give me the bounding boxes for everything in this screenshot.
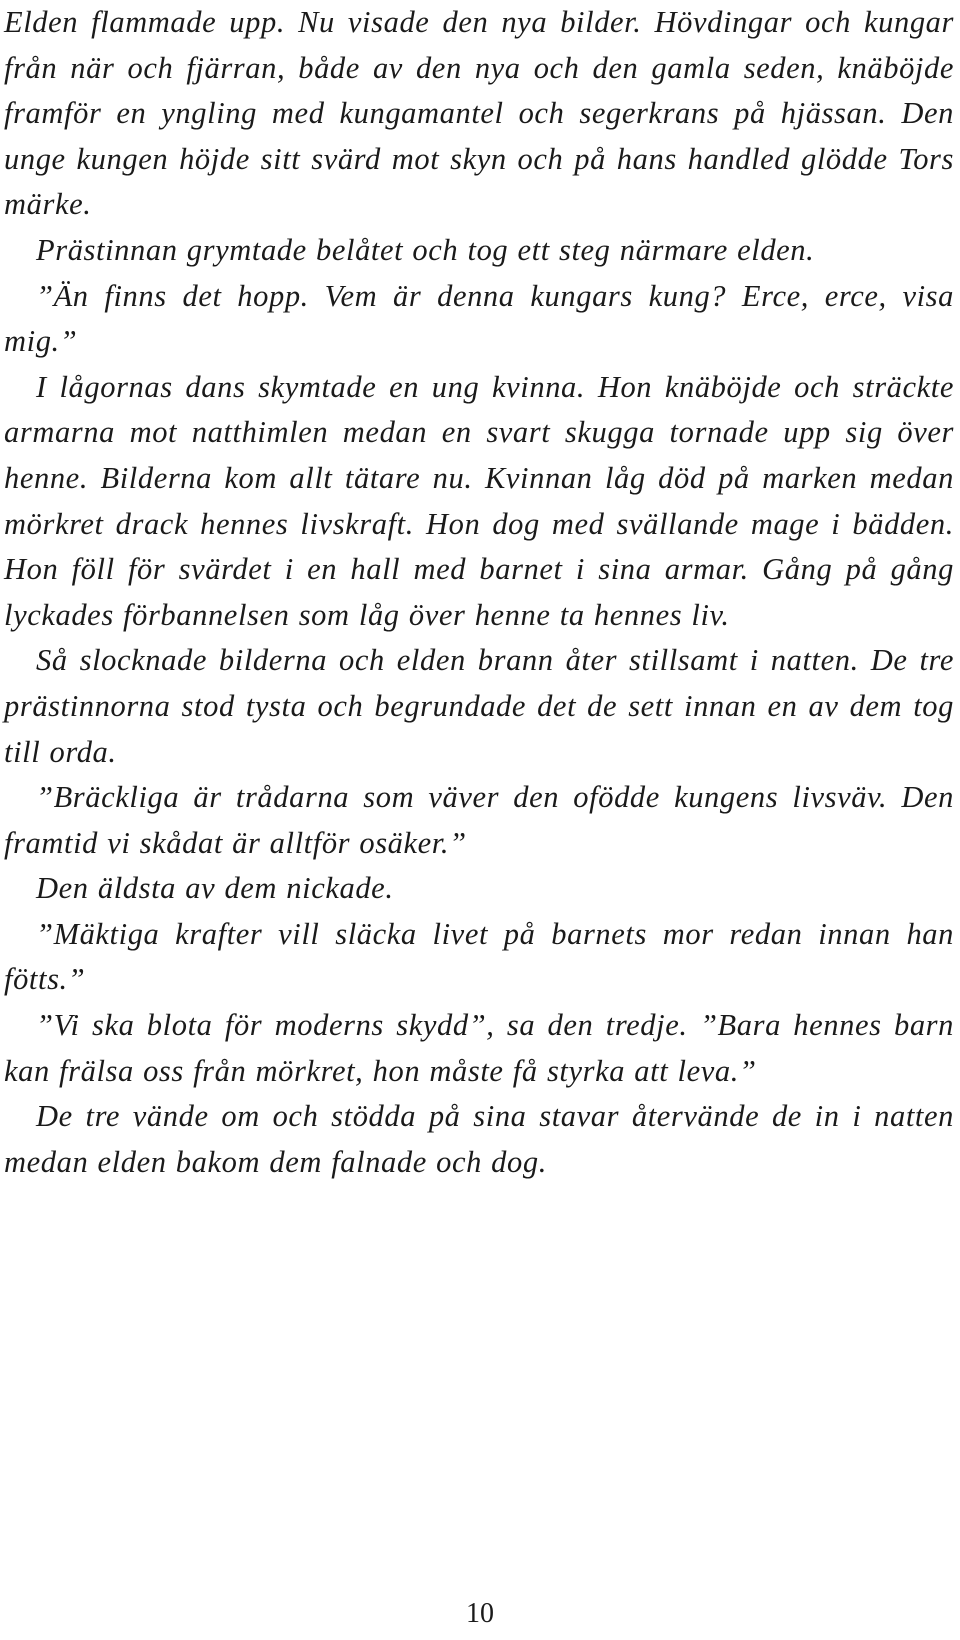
paragraph: De tre vände om och stödda på sina stavar återvände de in i natten medan elden bakom dem falnade och dog.: [4, 1099, 954, 1179]
paragraph: ”Än finns det hopp. Vem är denna kungars kung? Erce, erce, visa mig.”: [4, 278, 954, 359]
paragraph: ”Vi ska blota för moderns skydd”, sa den tredje. ”Bara hennes barn kan frälsa oss från mörkret, hon måste få styrka att leva.”: [4, 1008, 954, 1088]
paragraph: ”Bräckliga är trådarna som väver den ofödde kungens livsväv. Den framtid vi skådat är alltför osäker.”: [4, 780, 954, 860]
body-text: [4, 0, 954, 1185]
paragraph: Så slocknade bilderna och elden brann åter stillsamt i natten. De tre prästinnorna stod tysta och begrundade det de sett innan en av dem tog till orda.: [4, 643, 954, 769]
paragraph: Elden flammade upp. Nu visade den nya bilder. Hövdingar och kungar från när och fjärran, både av den nya och den gamla seden, knäböjde framför en yngling med kungamantel och segerkrans på hjässan. Den unge kungen höjde sitt svärd mot skyn och på hans handled glödde Tors märke.: [4, 5, 954, 222]
paragraph: ”Mäktiga krafter vill släcka livet på barnets mor redan innan han fötts.”: [4, 916, 954, 997]
paragraph: I lågornas dans skymtade en ung kvinna. Hon knäböjde och sträckte armarna mot natthimlen medan en svart skugga tornade upp sig över henne. Bilderna kom allt tätare nu. Kvinnan låg död på marken medan mörkret drack hennes livskraft. Hon dog med svällande mage i bädden. Hon föll för svärdet i en hall med barnet i sina armar. Gång på gång lyckades förbannelsen som låg över henne ta hennes liv.: [4, 369, 954, 632]
page-number: 10: [466, 1598, 494, 1629]
paragraph: Prästinnan grymtade belåtet och tog ett steg närmare elden.: [36, 232, 815, 267]
paragraph: Den äldsta av dem nickade.: [36, 871, 394, 906]
